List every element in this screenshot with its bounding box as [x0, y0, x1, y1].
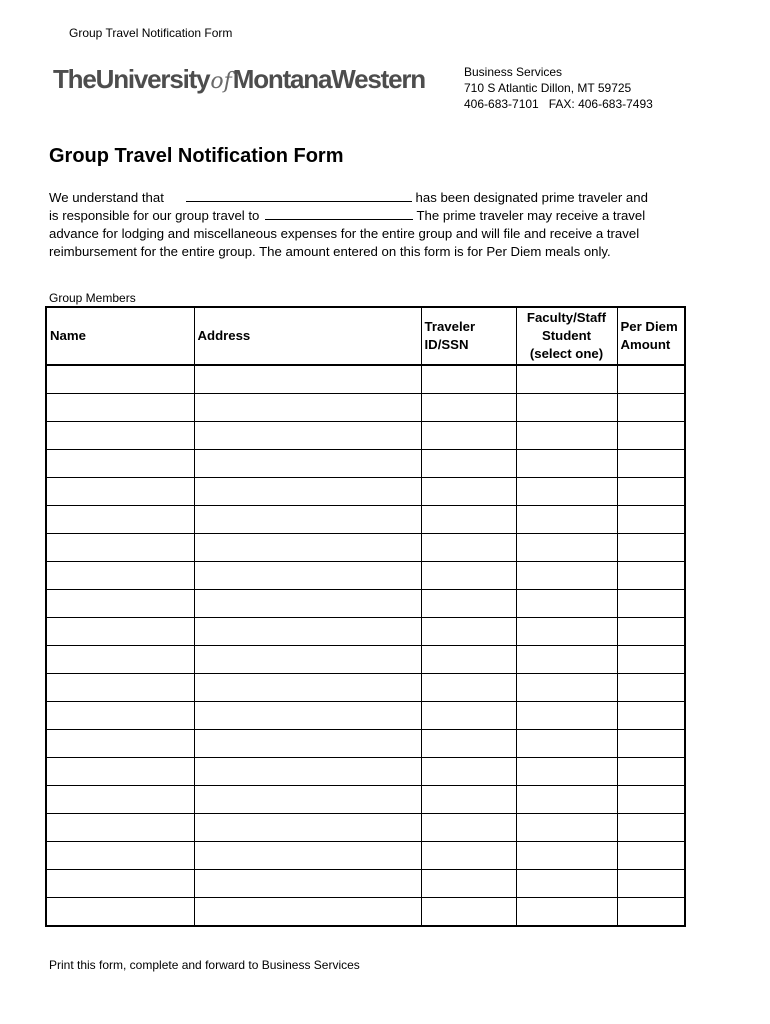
address-cell[interactable]: [194, 870, 421, 898]
name-cell[interactable]: [46, 730, 194, 758]
faculty-staff-student-cell[interactable]: [516, 562, 617, 590]
per-diem-amount-cell[interactable]: [617, 422, 685, 450]
faculty-staff-student-cell[interactable]: [516, 842, 617, 870]
per-diem-amount-cell[interactable]: [617, 562, 685, 590]
faculty-staff-student-cell[interactable]: [516, 365, 617, 394]
per-diem-amount-cell[interactable]: [617, 814, 685, 842]
intro-text: has been designated prime traveler and: [415, 190, 648, 205]
per-diem-amount-cell[interactable]: [617, 534, 685, 562]
traveler-id-cell[interactable]: [421, 422, 516, 450]
contact-block: [464, 64, 653, 112]
name-cell[interactable]: [46, 618, 194, 646]
name-cell[interactable]: [46, 394, 194, 422]
address-cell[interactable]: [194, 365, 421, 394]
address-cell[interactable]: [194, 674, 421, 702]
contact-department: Business Services: [464, 65, 563, 79]
table-row: [46, 674, 685, 702]
faculty-staff-student-cell[interactable]: [516, 870, 617, 898]
contact-phone-fax: 406-683-7101 FAX: 406-683-7493: [464, 97, 653, 111]
traveler-id-cell[interactable]: [421, 365, 516, 394]
traveler-id-cell[interactable]: [421, 898, 516, 927]
name-cell[interactable]: [46, 562, 194, 590]
address-cell[interactable]: [194, 562, 421, 590]
table-row: [46, 478, 685, 506]
column-header-per-diem: Per Diem Amount: [617, 307, 685, 365]
per-diem-amount-cell[interactable]: [617, 394, 685, 422]
name-cell[interactable]: [46, 450, 194, 478]
per-diem-amount-cell[interactable]: [617, 730, 685, 758]
per-diem-amount-cell[interactable]: [617, 506, 685, 534]
intro-line-4: reimbursement for the entire group. The amount entered on this form is for Per Diem meals only.: [49, 244, 611, 259]
address-cell[interactable]: [194, 786, 421, 814]
destination-blank[interactable]: [265, 207, 413, 220]
faculty-staff-student-cell[interactable]: [516, 422, 617, 450]
address-cell[interactable]: [194, 590, 421, 618]
column-header-name: Name: [46, 307, 194, 365]
table-row: [46, 534, 685, 562]
table-row: [46, 506, 685, 534]
name-cell[interactable]: [46, 674, 194, 702]
faculty-staff-student-cell[interactable]: [516, 730, 617, 758]
address-cell[interactable]: [194, 506, 421, 534]
per-diem-amount-cell[interactable]: [617, 646, 685, 674]
traveler-id-cell[interactable]: [421, 646, 516, 674]
faculty-staff-student-cell[interactable]: [516, 786, 617, 814]
per-diem-amount-cell[interactable]: [617, 702, 685, 730]
per-diem-amount-cell[interactable]: [617, 590, 685, 618]
name-cell[interactable]: [46, 646, 194, 674]
table-row: [46, 590, 685, 618]
table-header-row: [46, 307, 685, 365]
faculty-staff-student-cell[interactable]: [516, 478, 617, 506]
name-cell[interactable]: [46, 365, 194, 394]
intro-line-2: [49, 207, 689, 225]
group-members-label: Group Members: [49, 291, 136, 305]
name-cell[interactable]: [46, 478, 194, 506]
per-diem-amount-cell[interactable]: [617, 365, 685, 394]
table-row: [46, 450, 685, 478]
address-cell[interactable]: [194, 618, 421, 646]
intro-line-3: advance for lodging and miscellaneous expenses for the entire group and will file and receive a travel: [49, 226, 640, 241]
address-cell[interactable]: [194, 898, 421, 927]
contact-address: 710 S Atlantic Dillon, MT 59725: [464, 81, 632, 95]
address-cell[interactable]: [194, 842, 421, 870]
traveler-id-cell[interactable]: [421, 758, 516, 786]
traveler-id-cell[interactable]: [421, 730, 516, 758]
address-cell[interactable]: [194, 646, 421, 674]
logo-text-university: TheUniversity: [53, 64, 210, 94]
traveler-id-cell[interactable]: [421, 842, 516, 870]
table-row: [46, 702, 685, 730]
traveler-id-cell[interactable]: [421, 674, 516, 702]
column-header-faculty-staff-student: Faculty/Staff Student (select one): [516, 307, 617, 365]
traveler-id-cell[interactable]: [421, 394, 516, 422]
address-cell[interactable]: [194, 478, 421, 506]
intro-text: is responsible for our group travel to: [49, 208, 260, 223]
intro-text: The prime traveler may receive a travel: [416, 208, 646, 223]
traveler-id-cell[interactable]: [421, 534, 516, 562]
address-cell[interactable]: [194, 730, 421, 758]
table-row: [46, 758, 685, 786]
traveler-id-cell[interactable]: [421, 450, 516, 478]
table-row: [46, 814, 685, 842]
name-cell[interactable]: [46, 422, 194, 450]
address-cell[interactable]: [194, 702, 421, 730]
table-row: [46, 394, 685, 422]
per-diem-amount-cell[interactable]: [617, 450, 685, 478]
address-cell[interactable]: [194, 450, 421, 478]
faculty-staff-student-cell[interactable]: [516, 590, 617, 618]
traveler-id-cell[interactable]: [421, 870, 516, 898]
address-cell[interactable]: [194, 422, 421, 450]
traveler-id-cell[interactable]: [421, 786, 516, 814]
table-row: [46, 646, 685, 674]
address-cell[interactable]: [194, 758, 421, 786]
per-diem-amount-cell[interactable]: [617, 786, 685, 814]
intro-paragraph: [49, 189, 689, 261]
column-header-traveler-id: Traveler ID/SSN: [421, 307, 516, 365]
name-cell[interactable]: [46, 702, 194, 730]
name-cell[interactable]: [46, 814, 194, 842]
page-header: Group Travel Notification Form: [69, 26, 233, 40]
traveler-id-cell[interactable]: [421, 702, 516, 730]
per-diem-amount-cell[interactable]: [617, 870, 685, 898]
group-members-table: [45, 306, 686, 927]
traveler-id-cell[interactable]: [421, 618, 516, 646]
intro-line-1: [49, 189, 689, 207]
table-row: [46, 365, 685, 394]
faculty-staff-student-cell[interactable]: [516, 898, 617, 927]
table-row: [46, 618, 685, 646]
table-row: [46, 786, 685, 814]
faculty-staff-student-cell[interactable]: [516, 618, 617, 646]
address-cell[interactable]: [194, 814, 421, 842]
table-row: [46, 898, 685, 927]
footer-instruction: Print this form, complete and forward to Business Services: [49, 958, 360, 972]
per-diem-amount-cell[interactable]: [617, 618, 685, 646]
name-cell[interactable]: [46, 870, 194, 898]
per-diem-amount-cell[interactable]: [617, 842, 685, 870]
logo-text-montana-western: MontanaWestern: [232, 64, 425, 94]
name-cell[interactable]: [46, 898, 194, 927]
faculty-staff-student-cell[interactable]: [516, 646, 617, 674]
faculty-staff-student-cell[interactable]: [516, 674, 617, 702]
faculty-staff-student-cell[interactable]: [516, 506, 617, 534]
name-cell[interactable]: [46, 506, 194, 534]
table-row: [46, 422, 685, 450]
per-diem-amount-cell[interactable]: [617, 898, 685, 927]
faculty-staff-student-cell[interactable]: [516, 702, 617, 730]
address-cell[interactable]: [194, 534, 421, 562]
per-diem-amount-cell[interactable]: [617, 478, 685, 506]
name-cell[interactable]: [46, 842, 194, 870]
per-diem-amount-cell[interactable]: [617, 674, 685, 702]
address-cell[interactable]: [194, 394, 421, 422]
table-body: [46, 365, 685, 926]
table-row: [46, 842, 685, 870]
name-cell[interactable]: [46, 590, 194, 618]
name-cell[interactable]: [46, 758, 194, 786]
name-cell[interactable]: [46, 786, 194, 814]
traveler-id-cell[interactable]: [421, 814, 516, 842]
table-row: [46, 562, 685, 590]
traveler-id-cell[interactable]: [421, 562, 516, 590]
per-diem-amount-cell[interactable]: [617, 758, 685, 786]
traveler-id-cell[interactable]: [421, 478, 516, 506]
name-cell[interactable]: [46, 534, 194, 562]
faculty-staff-student-cell[interactable]: [516, 758, 617, 786]
form-title: Group Travel Notification Form: [49, 145, 344, 167]
intro-text: We understand that: [49, 190, 164, 205]
logo-text-of: of: [210, 69, 232, 94]
column-header-address: Address: [194, 307, 421, 365]
faculty-staff-student-cell[interactable]: [516, 534, 617, 562]
traveler-id-cell[interactable]: [421, 506, 516, 534]
table-row: [46, 730, 685, 758]
table-row: [46, 870, 685, 898]
faculty-staff-student-cell[interactable]: [516, 450, 617, 478]
university-logo: [53, 62, 425, 98]
faculty-staff-student-cell[interactable]: [516, 394, 617, 422]
prime-traveler-blank[interactable]: [186, 189, 412, 202]
faculty-staff-student-cell[interactable]: [516, 814, 617, 842]
traveler-id-cell[interactable]: [421, 590, 516, 618]
